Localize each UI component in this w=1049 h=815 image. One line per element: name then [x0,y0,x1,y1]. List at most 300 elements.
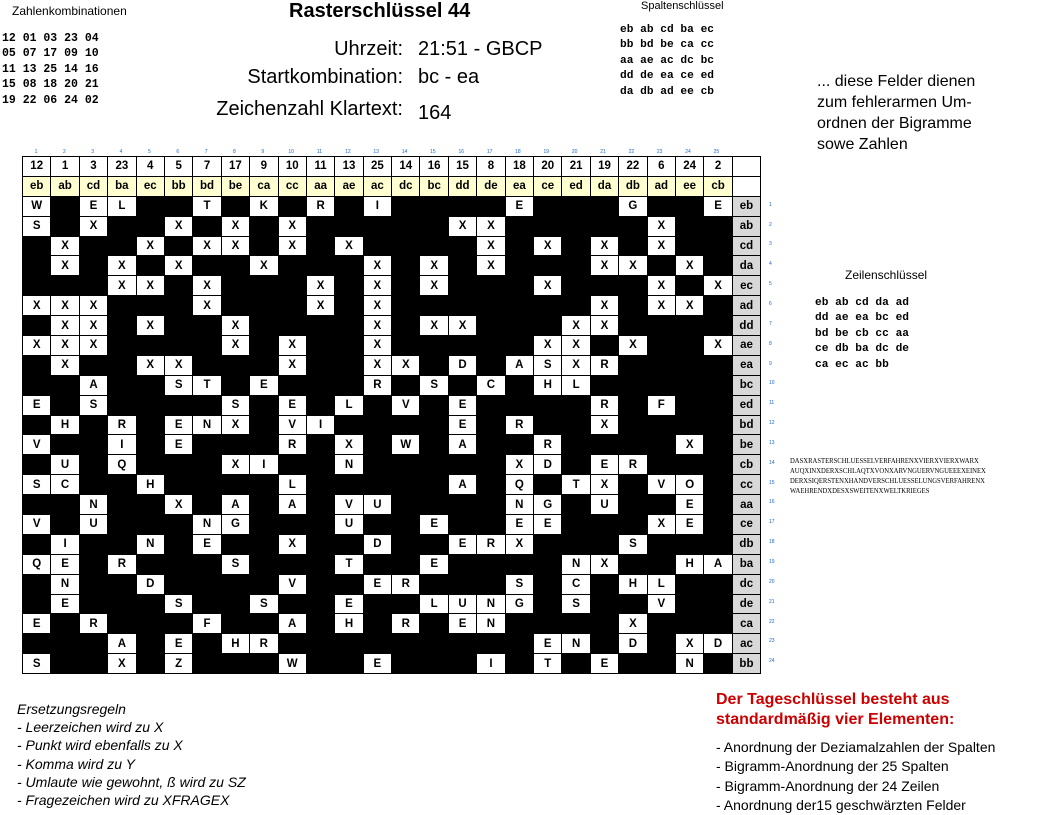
column-index: 24 [685,149,691,155]
column-bigram: ce [534,176,562,196]
blackened-cell [420,216,448,236]
grid-cell: X [647,296,675,316]
grid-cell: W [23,196,51,216]
zeilenschluessel-row: dd ae ea bc ed [815,312,909,325]
grid-cell: K [250,196,278,216]
column-index: 7 [204,149,208,155]
blackened-cell [79,475,107,495]
blackened-cell [79,435,107,455]
column-index: 21 [600,149,606,155]
column-bigram: bd [193,176,221,196]
blackened-cell [534,395,562,415]
blackened-cell [79,654,107,674]
grid-cell: R [363,375,391,395]
blackened-cell [675,455,703,475]
grid-cell: S [505,574,533,594]
grid-cell: N [193,415,221,435]
column-number: 17 [221,157,249,177]
grid-cell: E [420,554,448,574]
grid-cell: H [619,574,647,594]
blackened-cell [250,495,278,515]
blackened-cell [619,435,647,455]
blackened-cell [363,435,391,455]
blackened-cell [136,375,164,395]
blackened-cell [193,435,221,455]
blackened-cell [448,375,476,395]
blackened-cell [363,216,391,236]
blackened-cell [51,515,79,535]
blackened-cell [704,415,732,435]
grid-cell: X [647,236,675,256]
blackened-cell [704,475,732,495]
grid-cell: X [221,455,249,475]
blackened-cell [250,435,278,455]
grid-cell: N [505,495,533,515]
column-number: 3 [79,157,107,177]
grid-row [23,316,761,336]
blackened-cell [619,276,647,296]
column-index: 13 [373,149,379,155]
blackened-cell [562,216,590,236]
blackened-cell [23,455,51,475]
column-index: 5 [148,149,151,155]
blackened-cell [477,435,505,455]
blackened-cell [278,554,306,574]
zeilenschluessel-list [815,296,909,373]
blackened-cell [704,594,732,614]
grid-cell: N [51,574,79,594]
column-index: 11 [316,149,323,155]
blackened-cell [562,495,590,515]
blackened-cell [136,634,164,654]
message-line: DASXRASTERSCHLUESSELVERFAHRENXVIERXVIERXWARX [790,457,979,465]
blackened-cell [136,395,164,415]
column-bigram: cb [704,176,732,196]
grid-cell: E [23,395,51,415]
grid-cell: X [647,276,675,296]
blackened-cell [193,554,221,574]
grid-cell: X [562,336,590,356]
note-line: zum fehlerarmen Um- [817,94,972,111]
blackened-cell [136,515,164,535]
grid-cell: S [221,554,249,574]
blackened-cell [675,276,703,296]
grid-cell: A [704,554,732,574]
row-index: 5 [769,281,772,288]
blackened-cell [704,435,732,455]
blackened-cell [392,495,420,515]
column-bigram: de [477,176,505,196]
grid-cell: E [590,455,618,475]
column-bigram: ea [505,176,533,196]
grid-row [23,654,761,674]
grid-cell: H [51,415,79,435]
blackened-cell [420,654,448,674]
grid-cell: X [590,316,618,336]
grid-cell: U [79,515,107,535]
grid-cell: D [704,634,732,654]
blackened-cell [278,296,306,316]
grid-cell: L [562,375,590,395]
grid-cell: E [420,515,448,535]
blackened-cell [136,654,164,674]
blackened-cell [250,296,278,316]
blackened-cell [675,375,703,395]
row-index: 21 [769,598,775,605]
blackened-cell [420,574,448,594]
grid-cell: X [675,634,703,654]
grid-cell: X [306,276,334,296]
blackened-cell [505,236,533,256]
blackened-cell [448,196,476,216]
blackened-cell [704,654,732,674]
blackened-cell [164,196,192,216]
blackened-cell [590,574,618,594]
blackened-cell [420,236,448,256]
blackened-cell [335,355,363,375]
column-number: 18 [505,157,533,177]
blackened-cell [477,515,505,535]
grid-cell: I [363,196,391,216]
column-number: 1 [51,157,79,177]
blackened-cell [647,196,675,216]
column-number: 20 [534,157,562,177]
column-bigram: cd [79,176,107,196]
blackened-cell [306,316,334,336]
column-index: 23 [656,149,663,155]
blackened-cell [306,634,334,654]
grid-row [23,475,761,495]
blackened-cell [477,276,505,296]
grid-cell: R [250,634,278,654]
grid-cell: E [534,634,562,654]
info-value: bc - ea [418,66,480,88]
column-number: 11 [306,157,334,177]
grid-cell: X [420,256,448,276]
blackened-cell [278,455,306,475]
row-key: ac [732,634,760,654]
grid-cell: G [534,495,562,515]
grid-cell: A [448,475,476,495]
blackened-cell [505,256,533,276]
blackened-cell [562,614,590,634]
blackened-cell [619,216,647,236]
blackened-cell [448,276,476,296]
blackened-cell [704,395,732,415]
grid-cell: X [51,336,79,356]
blackened-cell [363,415,391,435]
blackened-cell [108,296,136,316]
grid-cell: X [363,256,391,276]
grid-cell: X [590,296,618,316]
blackened-cell [136,216,164,236]
column-number: 2 [704,157,732,177]
blackened-cell [306,375,334,395]
grid-cell: U [448,594,476,614]
blackened-cell [278,276,306,296]
blackened-cell [221,355,249,375]
grid-cell: R [278,435,306,455]
blackened-cell [392,236,420,256]
blackened-cell [335,534,363,554]
grid-cell: R [79,614,107,634]
info-value: 164 [418,102,452,124]
row-index: 15 [769,479,775,486]
grid-row [23,276,761,296]
blackened-cell [306,534,334,554]
blackened-cell [23,415,51,435]
blackened-cell [619,236,647,256]
row-index: 11 [769,400,775,407]
blackened-cell [590,594,618,614]
row-key: dd [732,316,760,336]
blackened-cell [448,634,476,654]
grid-cell: R [477,534,505,554]
column-index: 12 [345,149,351,155]
blackened-cell [448,296,476,316]
row-key: eb [732,196,760,216]
grid-cell: X [590,236,618,256]
blackened-cell [477,196,505,216]
blackened-cell [505,336,533,356]
grid-cell: V [278,574,306,594]
column-number: 12 [23,157,51,177]
blackened-cell [363,554,391,574]
blackened-cell [477,574,505,594]
grid-cell: X [647,515,675,535]
blackened-cell [392,455,420,475]
grid-cell: E [534,515,562,535]
blackened-cell [647,355,675,375]
grid-cell: X [448,216,476,236]
blackened-cell [363,475,391,495]
grid-cell: X [675,256,703,276]
column-number: 9 [250,157,278,177]
grid-cell: X [392,355,420,375]
tageschluessel-title-line: Der Tageschlüssel besteht aus [716,691,950,708]
blackened-cell [704,614,732,634]
grid-cell: Q [23,554,51,574]
blackened-cell [534,296,562,316]
blackened-cell [363,594,391,614]
blackened-cell [221,435,249,455]
blackened-cell [136,554,164,574]
grid-cell: X [619,256,647,276]
blackened-cell [420,355,448,375]
grid-cell: X [51,236,79,256]
blackened-cell [647,634,675,654]
grid-cell: X [79,316,107,336]
blackened-cell [108,395,136,415]
blackened-cell [108,515,136,535]
grid-cell: X [278,355,306,375]
row-index: 14 [769,459,775,466]
blackened-cell [420,534,448,554]
grid-cell: R [505,415,533,435]
grid-cell: U [363,495,391,515]
grid-row [23,355,761,375]
grid-cell: V [647,594,675,614]
blackened-cell [704,296,732,316]
spaltenschluessel-row: aa ae ac dc bc [620,54,714,67]
grid-cell: X [363,316,391,336]
blackened-cell [335,216,363,236]
blackened-cell [675,316,703,336]
blackened-cell [164,296,192,316]
grid-cell: X [363,336,391,356]
grid-cell: R [108,554,136,574]
column-number: 5 [164,157,192,177]
blackened-cell [51,196,79,216]
blackened-cell [221,534,249,554]
blackened-cell [647,256,675,276]
grid-cell: R [108,415,136,435]
blackened-cell [164,515,192,535]
grid-cell: Q [108,455,136,475]
grid-cell: X [590,554,618,574]
blackened-cell [108,336,136,356]
blackened-cell [420,614,448,634]
blackened-cell [164,554,192,574]
blackened-cell [477,296,505,316]
column-index: 2 [62,149,66,155]
blackened-cell [392,534,420,554]
blackened-cell [675,594,703,614]
blackened-cell [590,276,618,296]
row-key: ae [732,336,760,356]
blackened-cell [193,355,221,375]
blackened-cell [335,415,363,435]
blackened-cell [392,415,420,435]
row-index: 2 [769,221,772,228]
column-bigram: db [619,176,647,196]
blackened-cell [79,276,107,296]
grid-cell: X [108,654,136,674]
column-index: 6 [176,149,180,155]
row-key: cc [732,475,760,495]
column-index: 1 [34,149,38,155]
grid-cell: S [164,594,192,614]
column-bigram: ac [363,176,391,196]
grid-cell: S [221,395,249,415]
blackened-cell [392,654,420,674]
note-line: sowe Zahlen [817,136,908,153]
blackened-cell [79,574,107,594]
blackened-cell [505,276,533,296]
blackened-cell [250,216,278,236]
blackened-cell [619,475,647,495]
blackened-cell [675,415,703,435]
grid-cell: T [193,375,221,395]
grid-cell: X [23,296,51,316]
grid-cell: O [675,475,703,495]
blackened-cell [23,276,51,296]
blackened-cell [420,495,448,515]
grid-cell: V [392,395,420,415]
grid-cell: S [250,594,278,614]
column-bigram: ec [136,176,164,196]
grid-row [23,375,761,395]
column-bigram: ee [675,176,703,196]
grid-cell: X [505,534,533,554]
blackened-cell [534,475,562,495]
grid-cell: E [250,375,278,395]
blackened-cell [250,236,278,256]
blackened-cell [193,594,221,614]
grid-cell: C [51,475,79,495]
blackened-cell [392,336,420,356]
grid-cell: E [448,395,476,415]
grid-cell: I [51,534,79,554]
grid-cell: X [51,316,79,336]
blackened-cell [250,554,278,574]
blackened-cell [534,554,562,574]
note-line: ordnen der Bigramme [817,115,972,132]
raster-grid [22,156,761,674]
grid-cell: E [590,654,618,674]
grid-cell: W [278,654,306,674]
column-index: 20 [571,149,578,155]
grid-cell: E [448,614,476,634]
blackened-cell [420,196,448,216]
zeilenschluessel-title: Zeilenschlüssel [845,268,928,282]
row-index: 23 [769,638,775,645]
blackened-cell [477,455,505,475]
blackened-cell [136,336,164,356]
grid-cell: L [647,574,675,594]
row-key: dc [732,574,760,594]
blackened-cell [79,455,107,475]
corner-cell [732,176,760,196]
blackened-cell [477,395,505,415]
column-number: 22 [619,157,647,177]
column-bigram: bb [164,176,192,196]
grid-cell: X [420,276,448,296]
column-index: 22 [628,149,635,155]
blackened-cell [250,276,278,296]
grid-cell: X [306,296,334,316]
column-index: 17 [486,149,493,155]
row-key: ce [732,515,760,535]
blackened-cell [164,276,192,296]
blackened-cell [136,435,164,455]
grid-cell: S [23,216,51,236]
blackened-cell [193,316,221,336]
grid-cell: V [23,515,51,535]
blackened-cell [392,375,420,395]
blackened-cell [136,614,164,634]
row-index: 13 [769,439,775,446]
tageschluessel-title-line: standardmäßig vier Elementen: [716,711,955,728]
row-key: ca [732,614,760,634]
blackened-cell [562,534,590,554]
blackened-cell [335,296,363,316]
grid-row [23,196,761,216]
blackened-cell [79,594,107,614]
blackened-cell [250,336,278,356]
message-line: DERXSIQERSTENXHANDVERSCHLUESSELUNGSVERFAHRENX [790,477,985,485]
grid-cell: X [477,236,505,256]
grid-cell: X [193,276,221,296]
grid-cell: X [23,336,51,356]
blackened-cell [193,654,221,674]
blackened-cell [448,554,476,574]
blackened-cell [590,336,618,356]
blackened-cell [448,336,476,356]
spaltenschluessel-row: eb ab cd ba ec [620,24,714,36]
grid-cell: X [79,296,107,316]
blackened-cell [79,554,107,574]
